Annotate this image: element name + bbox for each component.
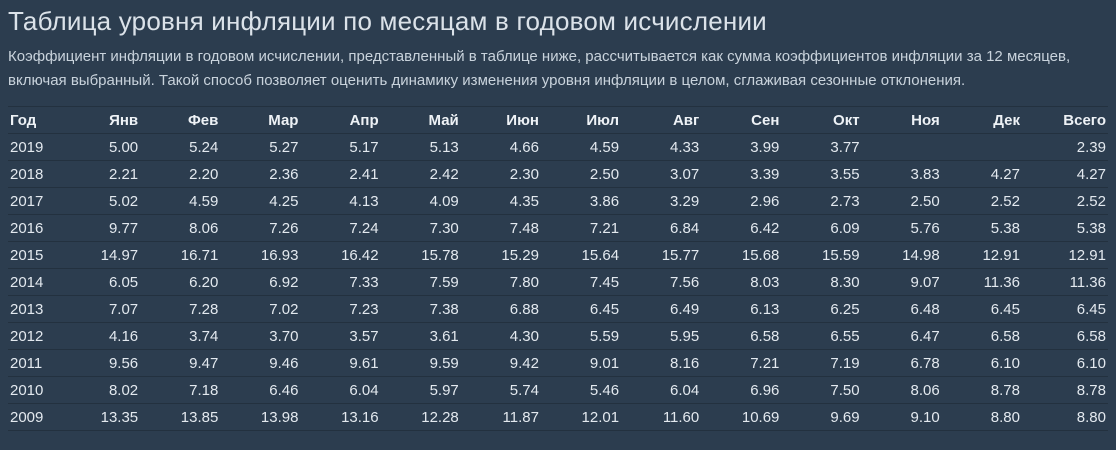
value-cell: 6.05: [60, 269, 140, 296]
value-cell: 5.13: [381, 134, 461, 161]
value-cell: 15.59: [781, 242, 861, 269]
value-cell: 8.06: [140, 215, 220, 242]
value-cell: 4.59: [140, 188, 220, 215]
value-cell: 13.85: [140, 404, 220, 431]
value-cell: 15.29: [461, 242, 541, 269]
table-row: [8, 377, 1108, 404]
value-cell: 13.16: [300, 404, 380, 431]
year-cell: 2015: [8, 242, 60, 269]
table-row: [8, 269, 1108, 296]
value-cell: 13.98: [220, 404, 300, 431]
value-cell: 6.10: [942, 350, 1022, 377]
value-cell: 6.20: [140, 269, 220, 296]
value-cell: 9.42: [461, 350, 541, 377]
table-row: [8, 242, 1108, 269]
value-cell: 2.42: [381, 161, 461, 188]
value-cell: 4.27: [1022, 161, 1108, 188]
value-cell: 16.71: [140, 242, 220, 269]
value-cell: 6.58: [942, 323, 1022, 350]
value-cell: 4.33: [621, 134, 701, 161]
value-cell: 2.30: [461, 161, 541, 188]
value-cell: 6.25: [781, 296, 861, 323]
value-cell: 7.07: [60, 296, 140, 323]
table-row: [8, 161, 1108, 188]
value-cell: 2.73: [781, 188, 861, 215]
value-cell: 7.28: [140, 296, 220, 323]
header-cell: Апр: [300, 107, 380, 134]
value-cell: 7.56: [621, 269, 701, 296]
value-cell: 6.47: [862, 323, 942, 350]
value-cell: 7.26: [220, 215, 300, 242]
value-cell: 4.16: [60, 323, 140, 350]
value-cell: 13.35: [60, 404, 140, 431]
value-cell: 7.48: [461, 215, 541, 242]
header-cell: Всего: [1022, 107, 1108, 134]
value-cell: 4.09: [381, 188, 461, 215]
table-row: [8, 323, 1108, 350]
header-cell: Ноя: [862, 107, 942, 134]
value-cell: 6.45: [541, 296, 621, 323]
value-cell: 15.78: [381, 242, 461, 269]
value-cell: 15.64: [541, 242, 621, 269]
value-cell: 8.03: [701, 269, 781, 296]
value-cell: 8.78: [1022, 377, 1108, 404]
value-cell: 8.06: [862, 377, 942, 404]
value-cell: 8.30: [781, 269, 861, 296]
inflation-table: [8, 106, 1108, 431]
header-cell: Мар: [220, 107, 300, 134]
value-cell: 15.68: [701, 242, 781, 269]
value-cell: 9.47: [140, 350, 220, 377]
value-cell: 12.91: [1022, 242, 1108, 269]
value-cell: 15.77: [621, 242, 701, 269]
value-cell: 7.50: [781, 377, 861, 404]
value-cell: 5.17: [300, 134, 380, 161]
value-cell: 11.36: [942, 269, 1022, 296]
header-cell: Фев: [140, 107, 220, 134]
value-cell: 7.45: [541, 269, 621, 296]
value-cell: 9.01: [541, 350, 621, 377]
value-cell: 5.59: [541, 323, 621, 350]
value-cell: 12.01: [541, 404, 621, 431]
value-cell: 6.04: [621, 377, 701, 404]
value-cell: 6.78: [862, 350, 942, 377]
value-cell: 7.18: [140, 377, 220, 404]
value-cell: 8.80: [1022, 404, 1108, 431]
value-cell: 6.04: [300, 377, 380, 404]
value-cell: 2.96: [701, 188, 781, 215]
value-cell: 2.39: [1022, 134, 1108, 161]
value-cell: 3.77: [781, 134, 861, 161]
value-cell: 6.13: [701, 296, 781, 323]
value-cell: 16.42: [300, 242, 380, 269]
table-row: [8, 215, 1108, 242]
year-cell: 2009: [8, 404, 60, 431]
value-cell: 9.59: [381, 350, 461, 377]
value-cell: 5.95: [621, 323, 701, 350]
value-cell: 6.96: [701, 377, 781, 404]
year-cell: 2013: [8, 296, 60, 323]
year-cell: 2012: [8, 323, 60, 350]
value-cell: 6.88: [461, 296, 541, 323]
value-cell: 7.30: [381, 215, 461, 242]
value-cell: 16.93: [220, 242, 300, 269]
header-cell: Авг: [621, 107, 701, 134]
value-cell: 3.83: [862, 161, 942, 188]
header-cell: Дек: [942, 107, 1022, 134]
value-cell: 6.45: [942, 296, 1022, 323]
value-cell: 4.35: [461, 188, 541, 215]
value-cell: 3.39: [701, 161, 781, 188]
value-cell: 4.27: [942, 161, 1022, 188]
value-cell: 8.16: [621, 350, 701, 377]
value-cell: [942, 134, 1022, 161]
value-cell: 9.56: [60, 350, 140, 377]
value-cell: 8.02: [60, 377, 140, 404]
header-cell: Год: [8, 107, 60, 134]
value-cell: 5.02: [60, 188, 140, 215]
value-cell: 5.00: [60, 134, 140, 161]
value-cell: 7.59: [381, 269, 461, 296]
value-cell: 9.07: [862, 269, 942, 296]
value-cell: 5.76: [862, 215, 942, 242]
value-cell: 2.52: [1022, 188, 1108, 215]
year-cell: 2018: [8, 161, 60, 188]
value-cell: 2.21: [60, 161, 140, 188]
value-cell: 3.07: [621, 161, 701, 188]
value-cell: 11.36: [1022, 269, 1108, 296]
value-cell: 7.02: [220, 296, 300, 323]
value-cell: 6.42: [701, 215, 781, 242]
value-cell: 5.46: [541, 377, 621, 404]
value-cell: 5.38: [1022, 215, 1108, 242]
value-cell: 4.25: [220, 188, 300, 215]
value-cell: 12.28: [381, 404, 461, 431]
value-cell: 7.80: [461, 269, 541, 296]
value-cell: 6.45: [1022, 296, 1108, 323]
table-row: [8, 296, 1108, 323]
value-cell: 2.36: [220, 161, 300, 188]
value-cell: 4.30: [461, 323, 541, 350]
value-cell: 5.24: [140, 134, 220, 161]
header-cell: Сен: [701, 107, 781, 134]
value-cell: 8.78: [942, 377, 1022, 404]
value-cell: 7.21: [541, 215, 621, 242]
value-cell: 7.38: [381, 296, 461, 323]
value-cell: 3.99: [701, 134, 781, 161]
value-cell: 9.77: [60, 215, 140, 242]
header-cell: Июл: [541, 107, 621, 134]
value-cell: 9.69: [781, 404, 861, 431]
value-cell: 3.74: [140, 323, 220, 350]
value-cell: 6.46: [220, 377, 300, 404]
year-cell: 2017: [8, 188, 60, 215]
year-cell: 2016: [8, 215, 60, 242]
year-cell: 2019: [8, 134, 60, 161]
value-cell: 6.48: [862, 296, 942, 323]
value-cell: 6.58: [1022, 323, 1108, 350]
value-cell: 4.59: [541, 134, 621, 161]
value-cell: 11.87: [461, 404, 541, 431]
header-cell: Янв: [60, 107, 140, 134]
value-cell: 6.92: [220, 269, 300, 296]
value-cell: 8.80: [942, 404, 1022, 431]
value-cell: 7.33: [300, 269, 380, 296]
value-cell: 6.84: [621, 215, 701, 242]
table-row: [8, 188, 1108, 215]
value-cell: 3.55: [781, 161, 861, 188]
value-cell: 10.69: [701, 404, 781, 431]
value-cell: 2.41: [300, 161, 380, 188]
value-cell: 4.66: [461, 134, 541, 161]
year-cell: 2010: [8, 377, 60, 404]
value-cell: 3.70: [220, 323, 300, 350]
value-cell: 9.46: [220, 350, 300, 377]
value-cell: 12.91: [942, 242, 1022, 269]
value-cell: 6.10: [1022, 350, 1108, 377]
value-cell: 3.57: [300, 323, 380, 350]
table-row: [8, 134, 1108, 161]
value-cell: 5.97: [381, 377, 461, 404]
value-cell: 6.09: [781, 215, 861, 242]
value-cell: 14.98: [862, 242, 942, 269]
page-title: Таблица уровня инфляции по месяцам в годовом исчислении: [8, 6, 767, 36]
value-cell: 6.58: [701, 323, 781, 350]
table-head: [8, 107, 1108, 134]
header-row: [8, 107, 1108, 134]
value-cell: 9.10: [862, 404, 942, 431]
value-cell: 7.24: [300, 215, 380, 242]
value-cell: 3.29: [621, 188, 701, 215]
year-cell: 2014: [8, 269, 60, 296]
header-cell: Июн: [461, 107, 541, 134]
value-cell: 9.61: [300, 350, 380, 377]
table-row: [8, 350, 1108, 377]
value-cell: 3.86: [541, 188, 621, 215]
value-cell: 2.20: [140, 161, 220, 188]
value-cell: 14.97: [60, 242, 140, 269]
value-cell: 7.19: [781, 350, 861, 377]
value-cell: 5.38: [942, 215, 1022, 242]
value-cell: 6.55: [781, 323, 861, 350]
header-cell: Окт: [781, 107, 861, 134]
value-cell: 11.60: [621, 404, 701, 431]
value-cell: [862, 134, 942, 161]
value-cell: 4.13: [300, 188, 380, 215]
value-cell: 7.21: [701, 350, 781, 377]
value-cell: 6.49: [621, 296, 701, 323]
value-cell: 2.50: [862, 188, 942, 215]
table-row: [8, 404, 1108, 431]
page-description: Коэффициент инфляции в годовом исчислении, представленный в таблице ниже, рассчитывается как сумма коэффициентов инфляции за 12 месяцев, включая выбранный. Такой способ позволяет оценить динамику изменения уровня инфляции в целом, сглаживая сезонные отклонения.: [8, 48, 1071, 89]
table-body: [8, 134, 1108, 431]
value-cell: 2.50: [541, 161, 621, 188]
value-cell: 2.52: [942, 188, 1022, 215]
value-cell: 5.74: [461, 377, 541, 404]
header-cell: Май: [381, 107, 461, 134]
value-cell: 7.23: [300, 296, 380, 323]
year-cell: 2011: [8, 350, 60, 377]
value-cell: 5.27: [220, 134, 300, 161]
value-cell: 3.61: [381, 323, 461, 350]
